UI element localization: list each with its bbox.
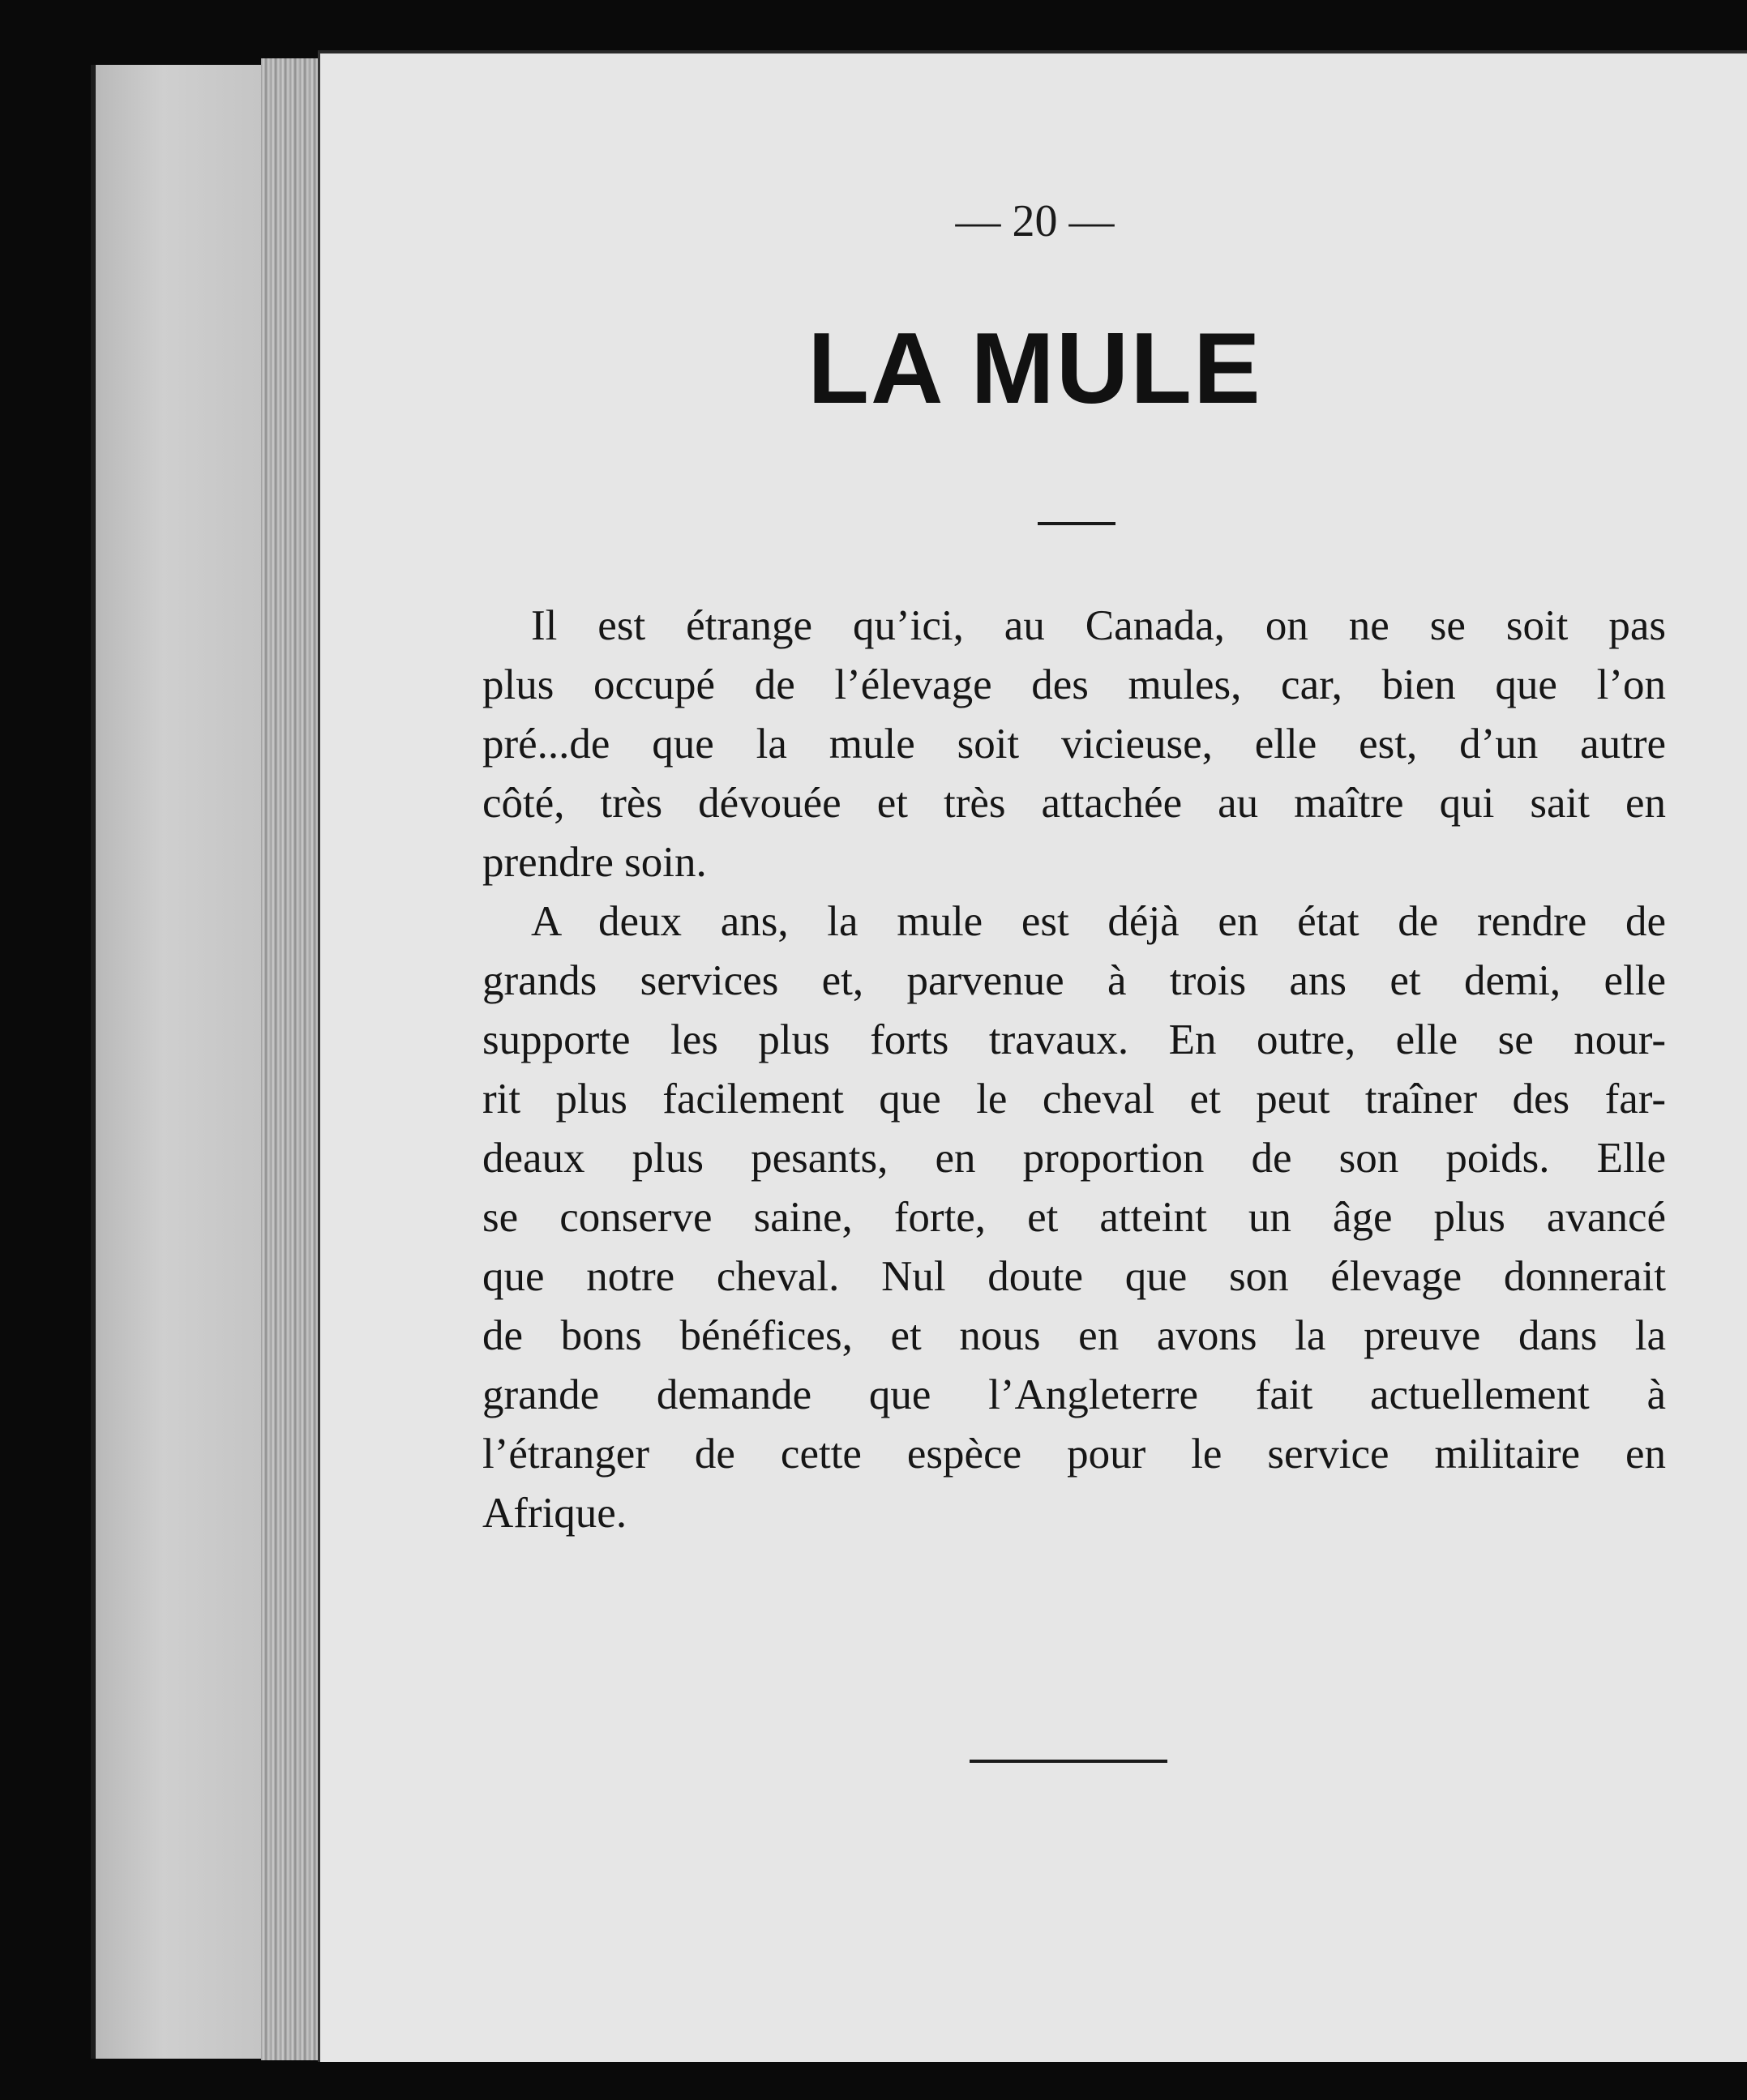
text-line: supporte les plus forts travaux. En outre, elle se nour- — [482, 1016, 1666, 1063]
title-rule — [1038, 522, 1115, 525]
text-line: que notre cheval. Nul doute que son élevage donnerait — [482, 1253, 1666, 1300]
text-line: l’étranger de cette espèce pour le service militaire en — [482, 1431, 1666, 1478]
facing-page-edge — [91, 65, 266, 2059]
text-line: grands services et, parvenue à trois ans et demi, elle — [482, 957, 1666, 1004]
binding-gutter — [261, 58, 324, 2060]
closing-rule — [970, 1760, 1167, 1763]
text-line: rit plus facilement que le cheval et peut traîner des far- — [482, 1076, 1666, 1123]
text-line: côté, très dévouée et très attachée au maître qui sait en — [482, 780, 1666, 827]
text-line: de bons bénéfices, et nous en avons la preuve dans la — [482, 1312, 1666, 1359]
paragraph-2 — [482, 892, 1666, 1543]
page-number: — 20 — — [955, 196, 1115, 246]
text-line: se conserve saine, forte, et atteint un âge plus avancé — [482, 1194, 1666, 1241]
text-line: deaux plus pesants, en proportion de son poids. Elle — [482, 1135, 1666, 1182]
text-line: pré...de que la mule soit vicieuse, elle est, d’un autre — [482, 721, 1666, 768]
chapter-title: LA MULE — [807, 313, 1262, 425]
body-text — [482, 597, 1666, 1543]
text-line: A deux ans, la mule est déjà en état de rendre de — [531, 898, 1666, 945]
text-line: grande demande que l’Angleterre fait actuellement à — [482, 1371, 1666, 1418]
text-line: Il est étrange qu’ici, au Canada, on ne se soit pas — [531, 602, 1666, 649]
text-line: Afrique. — [482, 1490, 627, 1537]
text-line: plus occupé de l’élevage des mules, car, bien que l’on — [482, 661, 1666, 708]
paragraph-1 — [482, 597, 1666, 892]
text-line: prendre soin. — [482, 839, 707, 886]
book-page — [318, 50, 1747, 2062]
